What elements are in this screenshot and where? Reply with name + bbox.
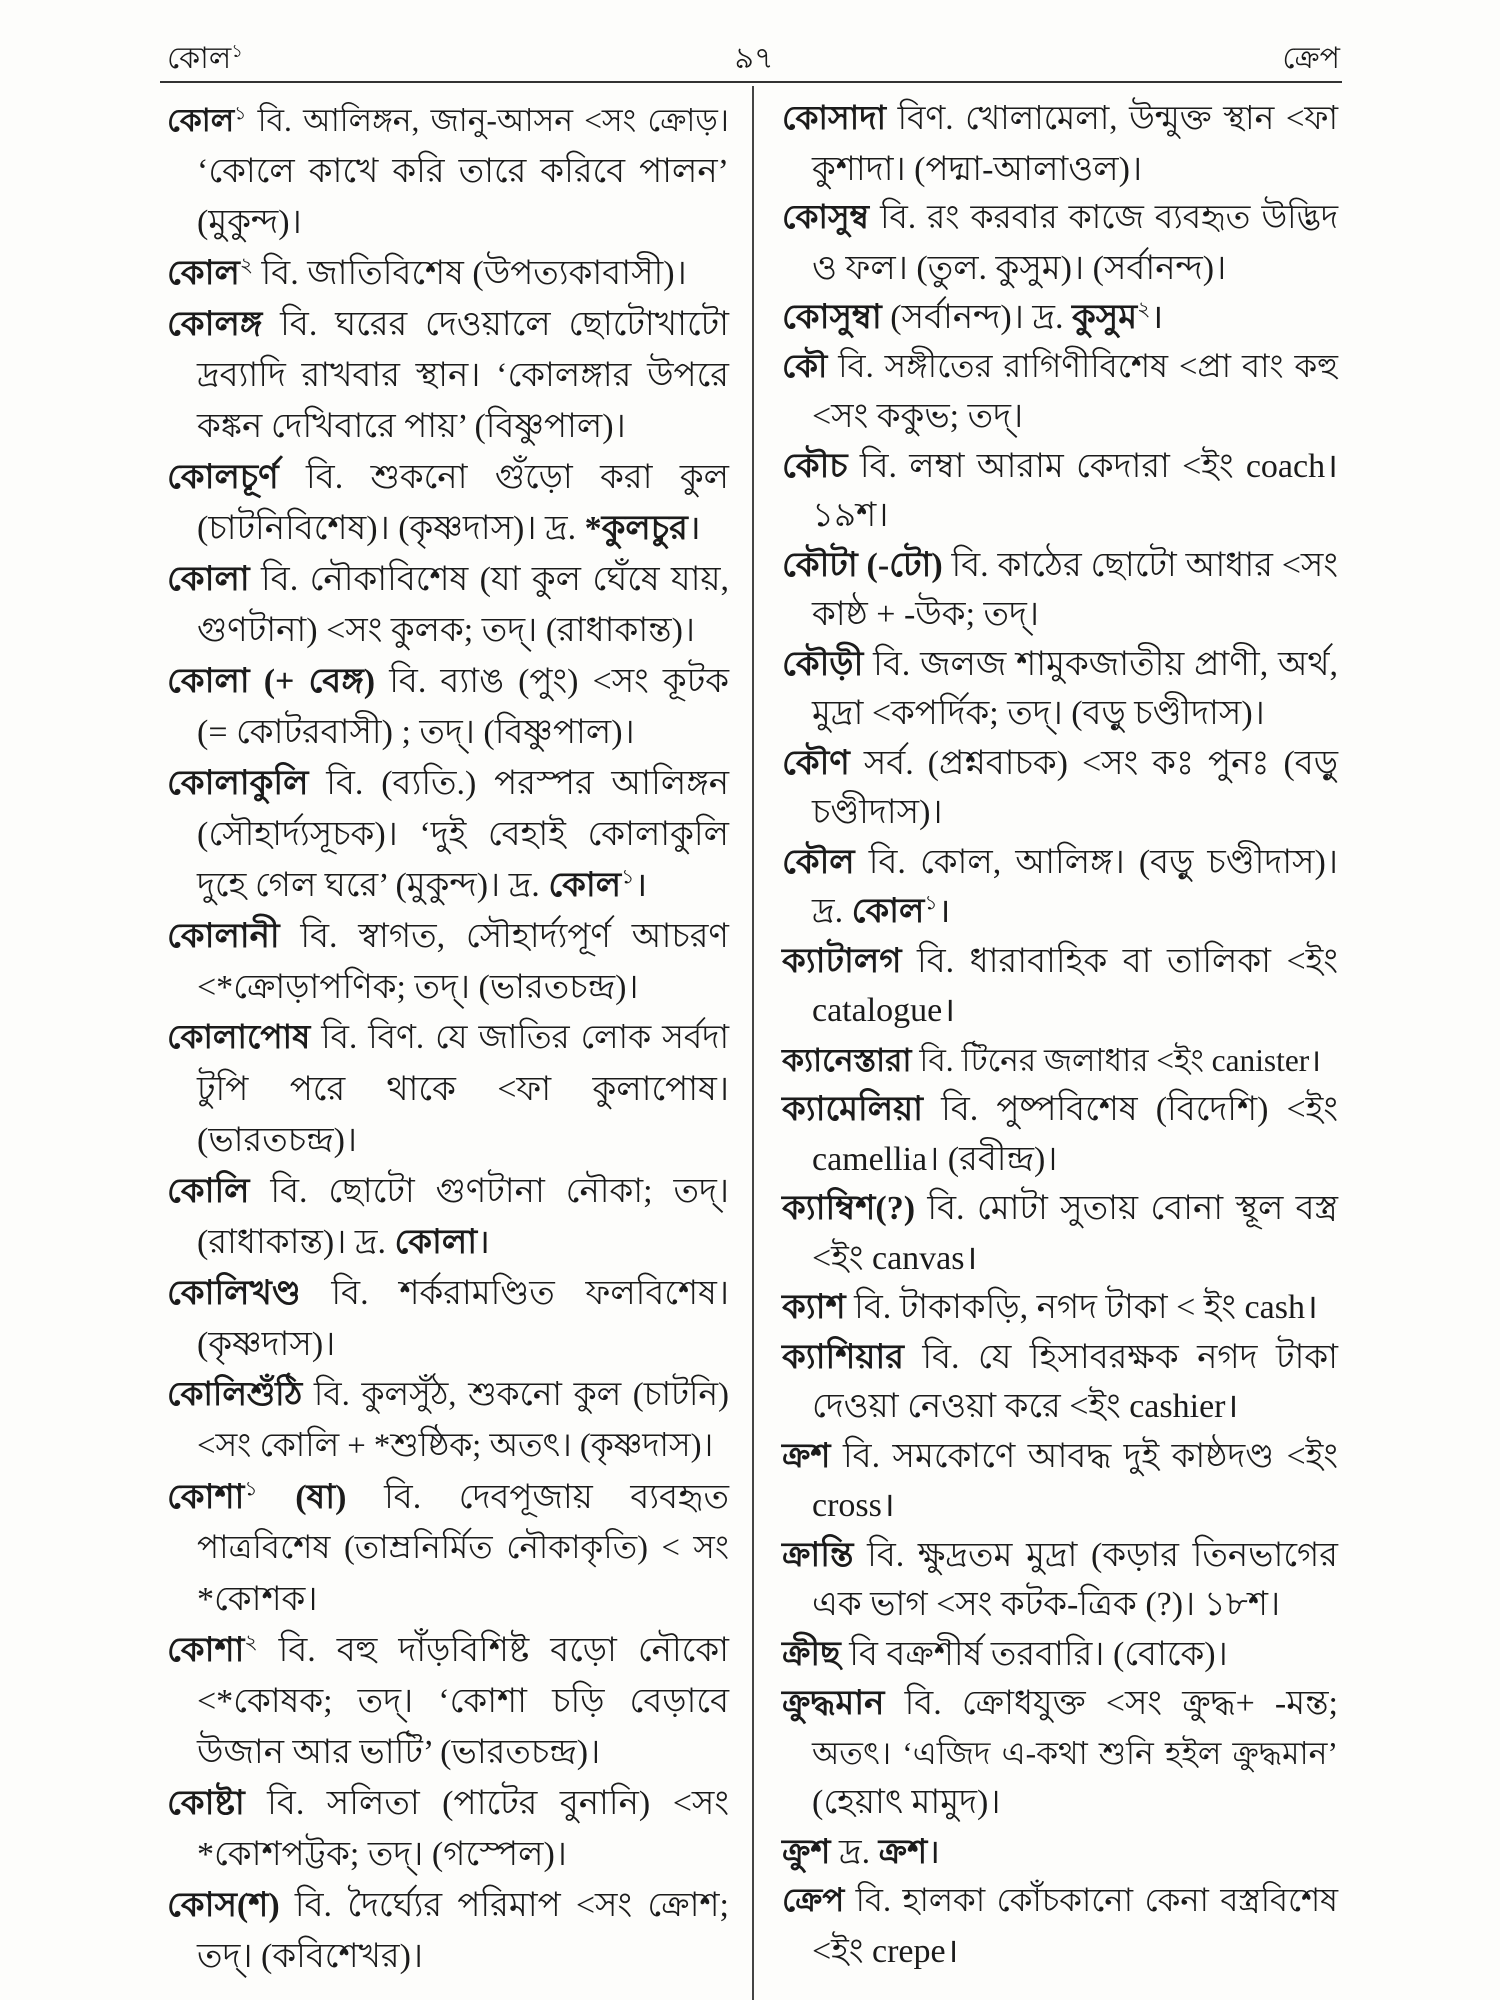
homonym-number: ১ bbox=[244, 1478, 258, 1501]
headword: কোলা bbox=[167, 561, 250, 598]
entry-first-line bbox=[782, 1432, 1338, 1482]
definition-text: <*কোষক; তদ্। ‘কোশা চড়ি বেড়াবে bbox=[197, 1683, 729, 1720]
entry-first-line bbox=[167, 911, 729, 962]
entry-continuation-line bbox=[167, 1574, 729, 1625]
definition-text: বি. টিনের জলাধার <ইং canister। bbox=[911, 1042, 1322, 1078]
entry-continuation-line bbox=[167, 1829, 729, 1880]
dictionary-entry bbox=[782, 1085, 1338, 1184]
definition-text: (ভারতচন্দ্র)। bbox=[197, 1122, 358, 1159]
definition-text: (হেয়াৎ মামুদ)। bbox=[812, 1784, 1001, 1821]
running-head-right: ক্রেপ bbox=[1282, 42, 1340, 75]
headword: কোল bbox=[167, 103, 235, 138]
headword: ক্যানেস্তারা bbox=[782, 1042, 912, 1078]
entry-first-line bbox=[782, 1679, 1338, 1729]
dictionary-entry bbox=[782, 1432, 1338, 1531]
definition-text: দ্রব্যাদি রাখবার স্থান। ‘কোলঙ্গার উপরে bbox=[197, 357, 729, 394]
entry-first-line bbox=[782, 343, 1338, 393]
dictionary-entry bbox=[167, 1778, 729, 1880]
definition-text: বি. ক্ষুদ্রতম মুদ্রা (কড়ার তিনভাগের bbox=[853, 1536, 1338, 1574]
dictionary-entry bbox=[782, 838, 1338, 937]
entry-continuation-line bbox=[782, 590, 1338, 640]
cross-reference-term: কোলা bbox=[394, 1224, 478, 1261]
definition-text: <সং কোলি + *শুষ্ঠিক; অতৎ। (কৃষ্ণদাস)। bbox=[197, 1428, 714, 1464]
definition-text: বি. কোল, আলিঙ্গ। (বড়ু চণ্ডীদাস)। bbox=[854, 843, 1338, 881]
entry-first-line bbox=[167, 1625, 729, 1676]
dictionary-entry bbox=[782, 739, 1338, 838]
entry-continuation-line bbox=[167, 860, 729, 911]
definition-text: এক ভাগ <সং কটক-ত্রিক (?)। ১৮শ। bbox=[812, 1586, 1281, 1623]
definition-text: বিণ. খোলামেলা, উন্মুক্ত স্থান <ফা bbox=[886, 101, 1338, 137]
entry-first-line bbox=[782, 1036, 1338, 1086]
definition-text: বি. (ব্যতি.) পরস্পর আলিঙ্গন bbox=[308, 765, 729, 802]
headword: কোসাদা bbox=[782, 101, 887, 137]
definition-text: (সৌহার্দ্যসূচক)। ‘দুই বেহাই কোলাকুলি bbox=[197, 816, 729, 853]
entry-first-line bbox=[167, 1778, 729, 1829]
definition-text: তদ্। (কবিশেখর)। bbox=[197, 1938, 424, 1975]
headword: কোসুম্বা bbox=[782, 299, 882, 336]
entry-continuation-line bbox=[782, 1382, 1338, 1432]
homonym-number: ২ bbox=[1137, 298, 1151, 321]
entry-first-line bbox=[167, 95, 729, 146]
entry-continuation-line bbox=[167, 809, 729, 860]
entry-first-line bbox=[782, 1877, 1338, 1927]
entry-continuation-line bbox=[782, 1729, 1338, 1779]
definition-text: কুশাদা। (পদ্মা-আলাওল)। bbox=[812, 150, 1143, 188]
entry-continuation-line bbox=[167, 1319, 729, 1370]
homonym-number: ১ bbox=[924, 892, 938, 915]
definition-text: বি. যে হিসাবরক্ষক নগদ টাকা bbox=[903, 1338, 1338, 1376]
header-rule bbox=[160, 81, 1342, 83]
headword: কোলিশুঁঠি bbox=[167, 1377, 303, 1413]
headword: কৌল bbox=[782, 843, 855, 881]
headword: ক্রুশ bbox=[782, 1833, 831, 1871]
definition-text: পাত্রবিশেষ (তাম্রনির্মিত নৌকাকৃতি) < সং bbox=[197, 1530, 729, 1566]
dictionary-entry bbox=[167, 1625, 729, 1778]
dictionary-entry bbox=[167, 1472, 729, 1625]
headword: কোলিখণ্ড bbox=[167, 1275, 301, 1312]
definition-text: দেওয়া নেওয়া করে <ইং cashier। bbox=[812, 1388, 1239, 1425]
cross-reference-term: ক্রশ bbox=[878, 1833, 928, 1871]
definition-text: বি. মোটা সুতায় বোনা স্থূল বস্ত্র bbox=[915, 1190, 1338, 1227]
entry-continuation-line bbox=[782, 1234, 1338, 1284]
entry-continuation-line bbox=[167, 1064, 729, 1115]
dictionary-entry bbox=[167, 1370, 729, 1472]
headword: কোলি bbox=[167, 1173, 250, 1210]
entry-continuation-line bbox=[782, 689, 1338, 739]
definition-text: (মুকুন্দ)। bbox=[197, 204, 302, 241]
entry-continuation-line bbox=[167, 1115, 729, 1166]
entry-continuation-line bbox=[167, 1421, 729, 1472]
entry-first-line bbox=[782, 937, 1338, 987]
headword: কোলঙ্গ bbox=[167, 306, 263, 343]
entry-continuation-line bbox=[167, 707, 729, 758]
definition-text: মুদ্রা <কপর্দিক; তদ্। (বড়ু চণ্ডীদাস)। bbox=[812, 695, 1265, 732]
entry-continuation-line bbox=[782, 788, 1338, 838]
entry-continuation-line bbox=[167, 962, 729, 1013]
entry-continuation-line bbox=[782, 392, 1338, 442]
running-head-left bbox=[167, 38, 243, 80]
running-head-homonym-number: ১ bbox=[231, 41, 243, 61]
entry-first-line bbox=[167, 1472, 729, 1523]
definition-text: বি. শর্করামণ্ডিত ফলবিশেষ। bbox=[300, 1275, 729, 1312]
entry-continuation-line bbox=[782, 986, 1338, 1036]
headword: ক্যাম্বিশ(?) bbox=[782, 1190, 916, 1227]
homonym-number: ২ bbox=[239, 254, 254, 277]
definition-text: বি. ধারাবাহিক বা তালিকা <ইং bbox=[901, 942, 1338, 980]
headword: ক্রশ bbox=[782, 1437, 831, 1475]
entry-continuation-line bbox=[782, 1778, 1338, 1828]
definition-text: বি. বহু দাঁড়বিশিষ্ট বড়ো নৌকো bbox=[257, 1632, 729, 1669]
headword: কোলাকুলি bbox=[167, 765, 309, 802]
dictionary-entry bbox=[782, 1679, 1338, 1828]
headword: ক্যাশিয়ার bbox=[782, 1338, 904, 1376]
entry-first-line bbox=[167, 299, 729, 350]
headword: ক্যামেলিয়া bbox=[782, 1091, 923, 1128]
entry-continuation-line bbox=[782, 145, 1338, 195]
entry-first-line bbox=[167, 1370, 729, 1421]
definition-text: *কোশক। bbox=[197, 1581, 318, 1618]
dictionary-entry bbox=[782, 343, 1338, 442]
entry-first-line bbox=[167, 1880, 729, 1931]
definition-text: বি. সলিতা (পাটের বুনানি) <সং bbox=[244, 1785, 729, 1822]
definition-text: কাষ্ঠ + -উক; তদ্। bbox=[812, 596, 1040, 633]
headword: কোলা (+ বেঙ্গ) bbox=[167, 663, 376, 700]
entry-first-line bbox=[782, 95, 1338, 145]
entry-continuation-line bbox=[167, 1727, 729, 1778]
dictionary-entry bbox=[782, 1333, 1338, 1432]
headword: ক্রেপ bbox=[782, 1883, 845, 1919]
definition-text: (রাধাকান্ত)। দ্র. bbox=[197, 1224, 395, 1261]
definition-text: বি. টাকাকড়ি, নগদ টাকা < ইং cash। bbox=[845, 1289, 1318, 1326]
headword: কোশা bbox=[167, 1632, 245, 1669]
headword: কোসুম্ব bbox=[782, 200, 870, 236]
headword: কোশা bbox=[167, 1479, 245, 1516]
entry-continuation-line bbox=[167, 503, 729, 554]
dictionary-entry bbox=[167, 299, 729, 452]
dictionary-entry bbox=[782, 937, 1338, 1036]
entry-first-line bbox=[782, 838, 1338, 888]
dictionary-entry bbox=[782, 1531, 1338, 1630]
entry-first-line bbox=[167, 248, 729, 299]
headword: কোলানী bbox=[167, 918, 280, 955]
definition-text: বি. রং করবার কাজে ব্যবহৃত উদ্ভিদ bbox=[869, 200, 1338, 236]
homonym-number: ১ bbox=[234, 103, 247, 125]
entry-first-line bbox=[167, 1268, 729, 1319]
definition-text: দুহে গেল ঘরে’ (মুকুন্দ)। দ্র. bbox=[197, 867, 549, 904]
headword: কৌ bbox=[782, 348, 828, 385]
entry-continuation-line bbox=[167, 1523, 729, 1574]
entry-first-line bbox=[167, 758, 729, 809]
entry-first-line bbox=[167, 554, 729, 605]
dictionary-entry bbox=[782, 1184, 1338, 1283]
right-column bbox=[782, 95, 1338, 1976]
definition-text: বি. পুষ্পবিশেষ (বিদেশি) <ইং bbox=[923, 1091, 1338, 1128]
definition-text: বি. আলিঙ্গন, জানু-আসন <সং ক্রোড়। bbox=[246, 103, 729, 138]
dictionary-entry bbox=[782, 1036, 1338, 1086]
entry-continuation-line bbox=[782, 491, 1338, 541]
entry-first-line bbox=[782, 442, 1338, 492]
entry-first-line bbox=[782, 1333, 1338, 1383]
definition-text: বি. ক্রোধযুক্ত <সং ক্রুদ্ধ+ -মন্ত; bbox=[884, 1685, 1338, 1722]
entry-continuation-line bbox=[782, 244, 1338, 294]
definition-text: (কৃষ্ণদাস)। bbox=[197, 1326, 336, 1363]
cross-reference-term: কোল bbox=[851, 893, 925, 930]
definition-text: বি বক্রশীর্ষ তরবারি। (বোকে)। bbox=[840, 1635, 1228, 1673]
page-number: ৯৭ bbox=[734, 42, 774, 75]
dictionary-entry bbox=[782, 293, 1338, 343]
definition-text: ‘কোলে কাখে করি তারে করিবে পালন’ bbox=[197, 153, 729, 190]
definition-text: বি. জাতিবিশেষ (উপত্যকাবাসী)। bbox=[253, 255, 687, 292]
cross-reference-term: কোল bbox=[548, 867, 622, 904]
dictionary-entry bbox=[782, 194, 1338, 293]
entry-continuation-line bbox=[167, 350, 729, 401]
dictionary-entry bbox=[167, 95, 729, 248]
definition-text: বি. সঙ্গীতের রাগিণীবিশেষ <প্রা বাং কহু bbox=[827, 348, 1338, 385]
dictionary-entry bbox=[167, 1166, 729, 1268]
dictionary-entry bbox=[782, 442, 1338, 541]
definition-text: বি. কুলসুঁঠ, শুকনো কুল (চাটনি) bbox=[302, 1377, 729, 1413]
definition-text: <ইং crepe। bbox=[812, 1932, 959, 1970]
entry-first-line bbox=[782, 1630, 1338, 1680]
headword: ক্রান্তি bbox=[782, 1536, 854, 1574]
headword: কোল bbox=[167, 255, 240, 292]
homonym-number: ১ bbox=[621, 866, 635, 889]
headword: ক্রীছ bbox=[782, 1635, 841, 1673]
headword: কোস(শ) bbox=[167, 1887, 280, 1924]
definition-text: ও ফল। (তুল. কুসুম)। (সর্বানন্দ)। bbox=[812, 249, 1227, 287]
definition-text: <*ক্রোড়াপণিক; তদ্। (ভারতচন্দ্র)। bbox=[197, 969, 639, 1006]
definition-text: বি. লম্বা আরাম কেদারা <ইং coach। bbox=[847, 447, 1338, 485]
headword: কৌচ bbox=[782, 447, 848, 485]
dictionary-entry bbox=[782, 1630, 1338, 1680]
cross-reference-term: (ষা) bbox=[257, 1479, 347, 1516]
definition-text: দ্র. bbox=[812, 893, 852, 930]
column-divider bbox=[752, 86, 754, 2000]
definition-text: camellia। (রবীন্দ্র)। bbox=[812, 1140, 1058, 1178]
entry-first-line bbox=[782, 1828, 1338, 1878]
definition-text: বি. সমকোণে আবদ্ধ দুই কাষ্ঠদণ্ড <ইং bbox=[830, 1437, 1338, 1475]
definition-text: । bbox=[937, 893, 951, 930]
entry-first-line bbox=[782, 1531, 1338, 1581]
definition-text: ১৯শ। bbox=[812, 497, 889, 534]
entry-continuation-line bbox=[167, 1217, 729, 1268]
entry-first-line bbox=[782, 194, 1338, 244]
dictionary-entry bbox=[167, 758, 729, 911]
headword: কোষ্টা bbox=[167, 1785, 245, 1822]
definition-text: বি. স্বাগত, সৌহার্দ্যপূর্ণ আচরণ bbox=[279, 918, 729, 955]
dictionary-entry bbox=[167, 1880, 729, 1982]
entry-continuation-line bbox=[167, 197, 729, 248]
definition-text: সর্ব. (প্রশ্নবাচক) <সং কঃ পুনঃ (বড়ু bbox=[849, 744, 1338, 782]
dictionary-entry bbox=[782, 640, 1338, 739]
dictionary-entry bbox=[167, 656, 729, 758]
dictionary-entry bbox=[167, 452, 729, 554]
homonym-number: ২ bbox=[244, 1631, 258, 1654]
cross-reference-term: কুসুম bbox=[1072, 299, 1138, 336]
definition-text: বি. ছোটো গুণটানা নৌকা; তদ্। bbox=[249, 1173, 729, 1210]
definition-text: । bbox=[687, 510, 701, 547]
definition-text: দ্র. bbox=[830, 1833, 879, 1871]
entry-first-line bbox=[782, 1184, 1338, 1234]
definition-text: বি. দৈর্ঘ্যের পরিমাপ <সং ক্রোশ; bbox=[279, 1887, 729, 1924]
entry-first-line bbox=[782, 1085, 1338, 1135]
entry-continuation-line bbox=[782, 887, 1338, 937]
entry-continuation-line bbox=[782, 1135, 1338, 1185]
definition-text: বি. দেবপূজায় ব্যবহৃত bbox=[346, 1479, 729, 1516]
entry-first-line bbox=[167, 656, 729, 707]
entry-first-line bbox=[782, 293, 1338, 343]
dictionary-entry bbox=[782, 1283, 1338, 1333]
definition-text: বি. ব্যাঙ (পুং) <সং কূটক bbox=[375, 663, 730, 700]
definition-text: গুণটানা) <সং কুলক; তদ্। (রাধাকান্ত)। bbox=[197, 612, 696, 649]
definition-text: বি. হালকা কোঁচকানো কেনা বস্ত্রবিশেষ bbox=[844, 1883, 1338, 1919]
cross-reference-term: *কুলচুর bbox=[584, 510, 688, 547]
definition-text: বি. বিণ. যে জাতির লোক সর্বদা bbox=[310, 1020, 729, 1056]
definition-text: কঙ্কন দেখিবারে পায়’ (বিষ্ণুপাল)। bbox=[197, 408, 626, 445]
headword: কৌড়ী bbox=[782, 645, 864, 683]
entry-first-line bbox=[167, 1166, 729, 1217]
entry-continuation-line bbox=[167, 146, 729, 197]
definition-text: (চাটনিবিশেষ)। (কৃষ্ণদাস)। দ্র. bbox=[197, 510, 585, 547]
headword: ক্রুদ্ধমান bbox=[782, 1685, 885, 1722]
dictionary-entry bbox=[782, 95, 1338, 194]
definition-text: বি. শুকনো গুঁড়ো করা কুল bbox=[278, 459, 729, 496]
definition-text: বি. কাঠের ছোটো আধার <সং bbox=[942, 546, 1338, 584]
left-column bbox=[167, 95, 729, 1982]
definition-text: (সর্বানন্দ)। দ্র. bbox=[881, 299, 1073, 336]
definition-text: cross। bbox=[812, 1487, 895, 1524]
definition-text: <ইং canvas। bbox=[812, 1239, 978, 1277]
entry-continuation-line bbox=[167, 1676, 729, 1727]
headword: কোলাপোষ bbox=[167, 1020, 311, 1056]
entry-first-line bbox=[782, 640, 1338, 690]
dictionary-entry bbox=[782, 1877, 1338, 1976]
dictionary-entry bbox=[782, 1828, 1338, 1878]
definition-text: উজান আর ভাটি’ (ভারতচন্দ্র)। bbox=[197, 1734, 601, 1771]
definition-text: বি. জলজ শামুকজাতীয় প্রাণী, অর্থ, bbox=[863, 645, 1338, 683]
definition-text: <সং ককুভ; তদ্। bbox=[812, 398, 1024, 435]
definition-text: অতৎ। ‘এজিদ এ-কথা শুনি হইল ক্রুদ্ধমান’ bbox=[812, 1735, 1338, 1771]
entry-continuation-line bbox=[782, 1927, 1338, 1977]
dictionary-entry bbox=[167, 1013, 729, 1166]
dictionary-entry bbox=[167, 1268, 729, 1370]
definition-text: (= কোটরবাসী) ; তদ্। (বিষ্ণুপাল)। bbox=[197, 714, 635, 751]
entry-first-line bbox=[782, 1283, 1338, 1333]
entry-first-line bbox=[782, 739, 1338, 789]
entry-continuation-line bbox=[167, 605, 729, 656]
entry-continuation-line bbox=[167, 1931, 729, 1982]
running-head-word: কোল bbox=[167, 42, 232, 75]
entry-first-line bbox=[782, 541, 1338, 591]
headword: কৌটা (-টো) bbox=[782, 546, 943, 584]
dictionary-entry bbox=[782, 541, 1338, 640]
definition-text: । bbox=[634, 867, 648, 904]
definition-text: চণ্ডীদাস)। bbox=[812, 794, 943, 831]
definition-text: বি. নৌকাবিশেষ (যা কুল ঘেঁষে যায়, bbox=[249, 561, 729, 598]
entry-continuation-line bbox=[782, 1580, 1338, 1630]
entry-continuation-line bbox=[167, 401, 729, 452]
headword: কোলচূর্ণ bbox=[167, 459, 279, 496]
entry-continuation-line bbox=[782, 1481, 1338, 1531]
dictionary-entry bbox=[167, 554, 729, 656]
definition-text: । bbox=[477, 1224, 490, 1261]
dictionary-entry bbox=[167, 248, 729, 299]
entry-first-line bbox=[167, 1013, 729, 1064]
dictionary-entry bbox=[167, 911, 729, 1013]
entry-first-line bbox=[167, 452, 729, 503]
definition-text: । bbox=[1150, 299, 1164, 336]
definition-text: catalogue। bbox=[812, 992, 956, 1029]
definition-text: । bbox=[927, 1833, 941, 1871]
headword: ক্যাশ bbox=[782, 1289, 846, 1326]
definition-text: *কোশপট্টক; তদ্। (গস্পেল)। bbox=[197, 1836, 567, 1873]
definition-text: টুপি পরে থাকে <ফা কুলাপোষ। bbox=[197, 1071, 729, 1108]
definition-text: বি. ঘরের দেওয়ালে ছোটোখাটো bbox=[262, 306, 729, 343]
headword: ক্যাটালগ bbox=[782, 942, 902, 980]
headword: কৌণ bbox=[782, 744, 850, 782]
